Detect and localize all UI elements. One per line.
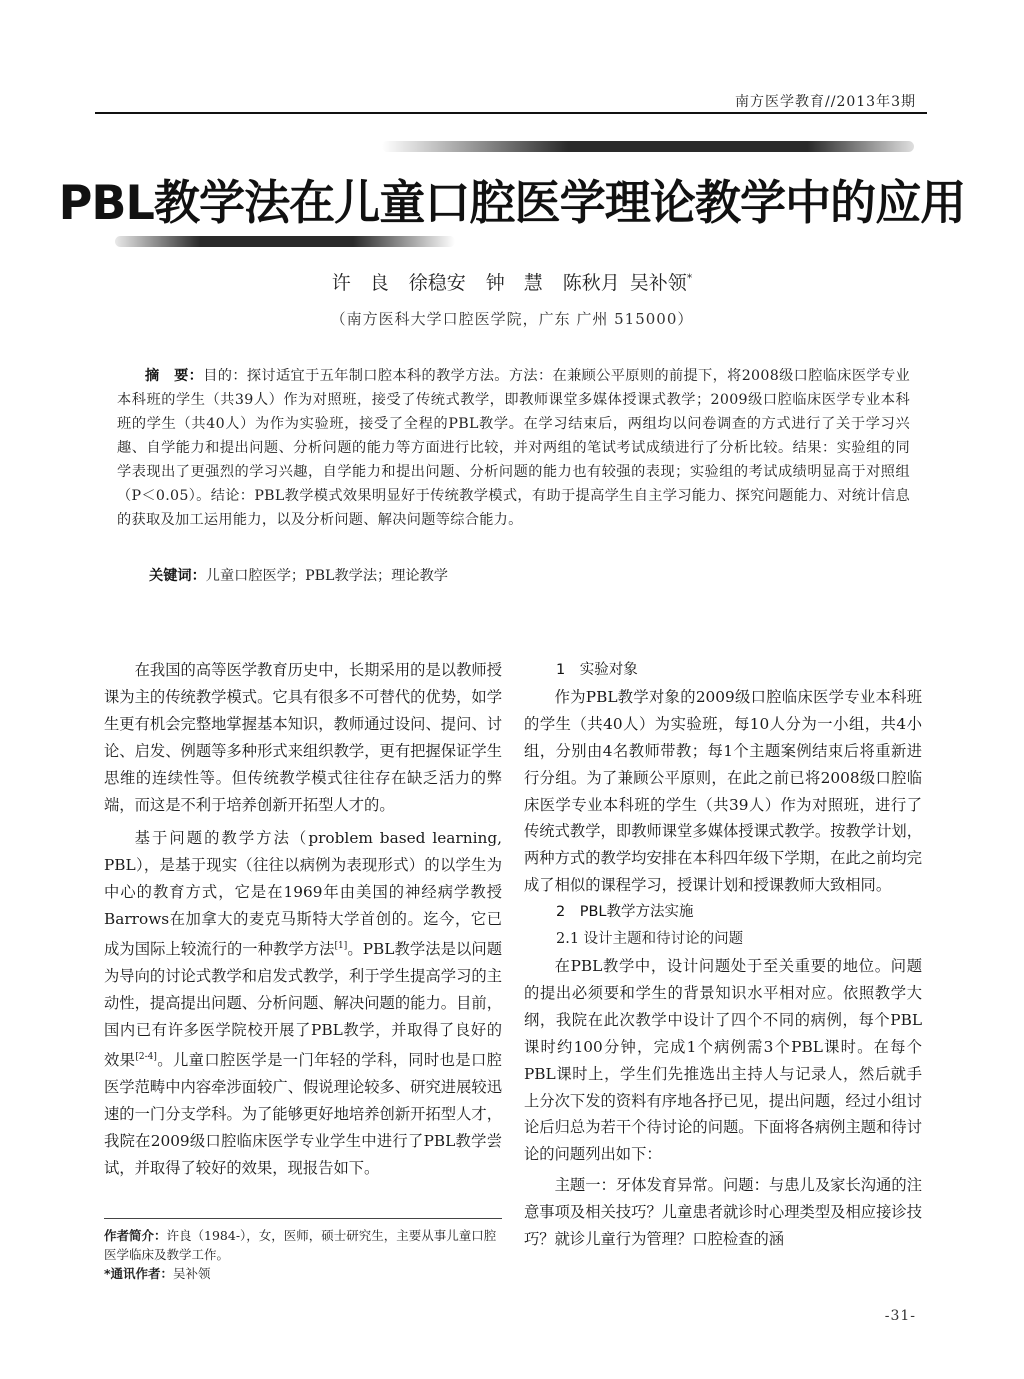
abstract-text: 目的：探讨适宜于五年制口腔本科的教学方法。方法：在兼顾公平原则的前提下，将2008级口腔临床医学专业本科班的学生（共39人）作为对照班，接受了传统式教学，即教师课堂多媒体授课式教学；2009级口腔临床医学专业本科班的学生（共40人）为作为实验班，接受了全程的PBL教学。在学习结束后，两组均以问卷调查的方式进行了关于学习兴趣、自学能力和提出问题、分析问题的能力等方面进行比较，并对两组的笔试考试成绩进行了分析比较。结果：实验组的同学表现出了更强烈的学习兴趣，自学能力和提出问题、分析问题的能力也有较强的表现；实验组的考试成绩明显高于对照组（P＜0.05）。结论：PBL教学模式效果明显好于传统教学模式，有助于提高学生自主学习能力、探究问题能力、对统计信息的获取及加工运用能力，以及分析问题、解决问题等综合能力。 bbox=[117, 368, 911, 528]
footnote-text: 许良（1984-），女，医师，硕士研究生，主要从事儿童口腔医学临床及教学工作。 bbox=[104, 1228, 497, 1262]
footnote-label: *通讯作者： bbox=[104, 1266, 174, 1281]
citation: [1] bbox=[334, 941, 348, 952]
author-list bbox=[0, 268, 1024, 295]
right-column bbox=[524, 657, 922, 1253]
author: 徐稳安 bbox=[408, 272, 466, 294]
section-heading: 1 实验对象 bbox=[556, 662, 638, 678]
footnote-rule bbox=[104, 1218, 502, 1219]
keywords bbox=[149, 565, 448, 585]
paragraph: 在PBL教学中，设计问题处于至关重要的地位。问题的提出必须要和学生的背景知识水平相对应。依照教学大纲，我院在此次教学中设计了四个不同的病例，每个PBL课时约100分钟，完成1个病例需3个PBL课时。在每个PBL课时上，学生们先推选出主持人与记录人，然后就手上分次下发的资料有序地各抒已见，提出问题，经过小组讨论后归总为若干个待讨论的问题。下面将各病例主题和待讨论的问题列出如下： bbox=[524, 956, 922, 1164]
page-number: -31- bbox=[884, 1308, 916, 1324]
paragraph bbox=[104, 825, 502, 1181]
paragraph-text: 基于问题的教学方法（problem based learning, PBL），是基于现实（往往以病例为表现形式）的以学生为中心的教育方式，它是在1969年由美国的神经病学教授Barrows在加拿大的麦克马斯特大学首创的。迄今，它已成为国际上较流行的一种教学方法 bbox=[104, 829, 502, 959]
running-header: 南方医学教育//2013年3期 bbox=[735, 94, 916, 110]
paragraph-text: 。儿童口腔医学是一门年轻的学科，同时也是口腔医学范畴中内容牵涉面较广、假说理论较多、研究进展较迅速的一门分支学科。为了能够更好地培养创新开拓型人才，我院在2009级口腔临床医学专业学生中进行了PBL教学尝试，并取得了较好的效果，现报告如下。 bbox=[104, 1050, 502, 1177]
corresponding-author bbox=[104, 1264, 502, 1283]
author: 许 良 bbox=[331, 272, 389, 294]
author bbox=[630, 272, 693, 294]
citation: [2-4] bbox=[135, 1051, 157, 1062]
article-title: PBL教学法在儿童口腔医学理论教学中的应用 bbox=[58, 176, 966, 231]
decorative-bar-bottom bbox=[115, 236, 455, 247]
abstract bbox=[117, 364, 910, 532]
footnote-label: 作者简介： bbox=[104, 1228, 167, 1243]
keywords-text: 儿童口腔医学；PBL教学法；理论教学 bbox=[205, 568, 448, 584]
paragraph-text: 。PBL教学法是以问题为导向的讨论式教学和启发式教学，利于学生提高学习的主动性，提高提出问题、分析问题、解决问题的能力。目前，国内已有许多医学院校开展了PBL教学，并取得了良好的效果 bbox=[104, 940, 502, 1069]
paragraph: 在我国的高等医学教育历史中，长期采用的是以教师授课为主的传统教学模式。它具有很多不可替代的优势，如学生更有机会完整地掌握基本知识，教师通过设问、提问、讨论、启发、例题等多种形式来组织教学，更有把握保证学生思维的连续性等。但传统教学模式往往存在缺乏活力的弊端，而这是不利于培养创新开拓型人才的。 bbox=[104, 661, 502, 814]
section-heading: 2 PBL教学方法实施 bbox=[556, 904, 694, 921]
footnote-text: 吴补领 bbox=[173, 1266, 211, 1281]
author: 陈秋月 bbox=[562, 272, 620, 294]
author: 钟 慧 bbox=[485, 272, 543, 294]
corresponding-mark: * bbox=[686, 271, 693, 285]
paragraph: 主题一：牙体发育异常。问题：与患儿及家长沟通的注意事项及相关技巧？儿童患者就诊时心理类型及相应接诊技巧？就诊儿童行为管理？口腔检查的涵 bbox=[524, 1176, 922, 1249]
subsection-heading: 2.1 设计主题和待讨论的问题 bbox=[556, 931, 744, 948]
keywords-label: 关键词： bbox=[149, 568, 206, 584]
author-bio bbox=[104, 1226, 502, 1264]
author-name: 吴补领 bbox=[629, 272, 687, 294]
paragraph: 作为PBL教学对象的2009级口腔临床医学专业本科班的学生（共40人）为实验班，每10人分为一小组，共4小组，分别由4名教师带教；每1个主题案例结束后将重新进行分组。为了兼顾公平原则，在此之前已将2008级口腔临床医学专业本科班的学生（共39人）作为对照班，进行了传统式教学，即教师课堂多媒体授课式教学。按教学计划，两种方式的教学均安排在本科四年级下学期，在此之前均完成了相似的课程学习，授课计划和授课教师大致相同。 bbox=[524, 687, 922, 895]
left-column bbox=[104, 657, 502, 1181]
affiliation: （南方医科大学口腔医学院，广东 广州 515000） bbox=[330, 310, 694, 328]
footnotes bbox=[104, 1226, 502, 1283]
decorative-bar-top bbox=[382, 141, 914, 152]
abstract-label: 摘 要： bbox=[145, 368, 204, 384]
header-rule bbox=[95, 112, 927, 114]
